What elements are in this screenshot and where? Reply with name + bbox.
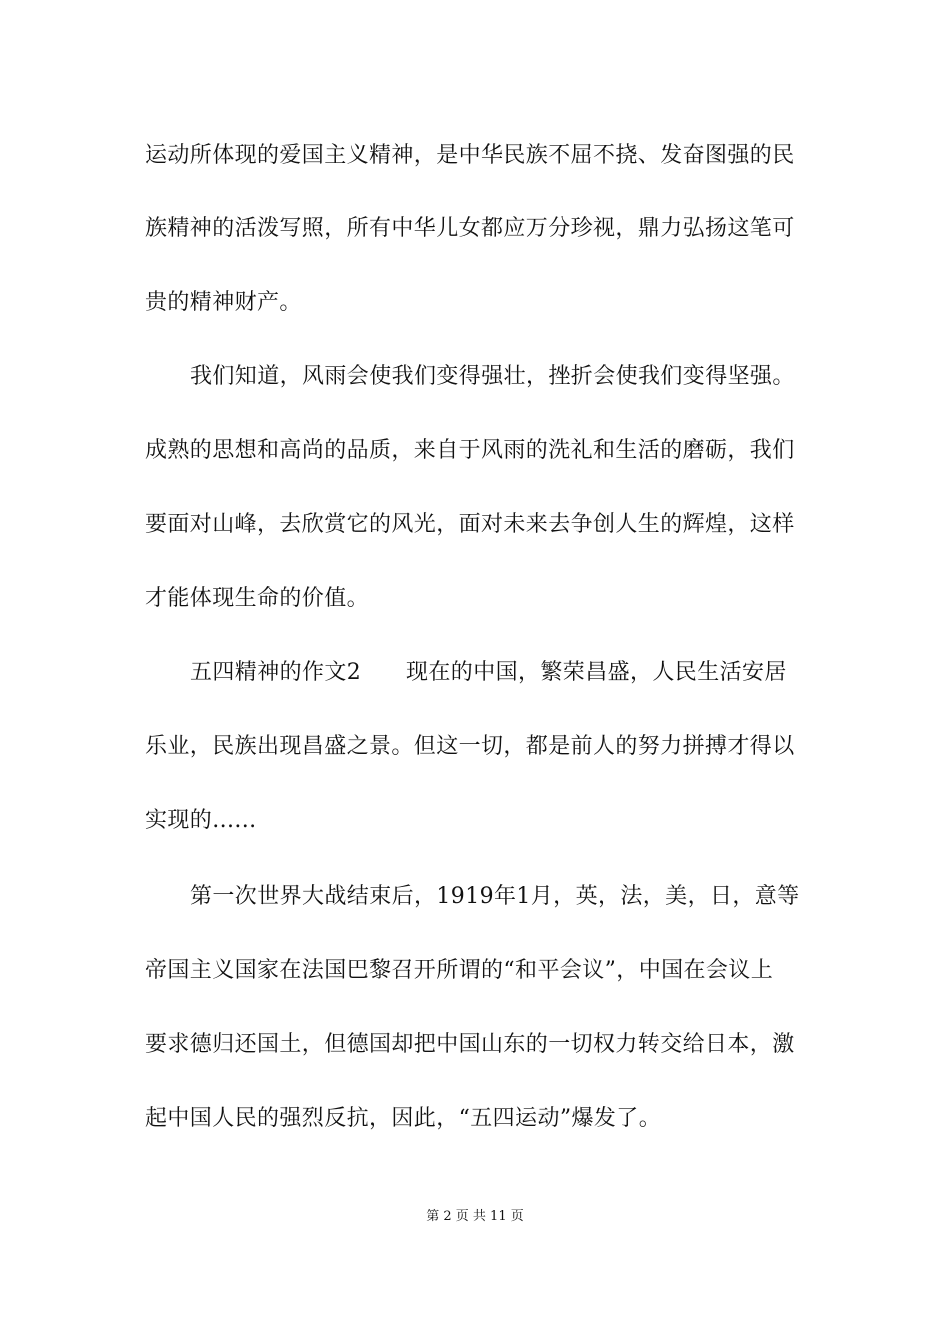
text-line: 才能体现生命的价值。: [145, 586, 370, 611]
text-line: 成熟的思想和高尚的品质，来自于风雨的洗礼和生活的磨砺，我们: [145, 438, 795, 463]
text-line: 运动所体现的爱国主义精神，是中华民族不屈不挠、发奋图强的民: [145, 143, 795, 168]
text-line: 第一次世界大战结束后，1919年1月，英，法，美，日，意等: [190, 884, 800, 909]
text-line: 乐业，民族出现昌盛之景。但这一切，都是前人的努力拼搏才得以: [145, 734, 795, 759]
page-number: 第 2 页 共 11 页: [426, 1209, 524, 1224]
text-line: 要求德归还国土，但德国却把中国山东的一切权力转交给日本，激: [145, 1032, 795, 1057]
text-line: 实现的......: [145, 808, 257, 833]
page-footer: [0, 1208, 950, 1226]
text-line: 起中国人民的强烈反抗，因此，“五四运动”爆发了。: [145, 1106, 662, 1131]
text-line: 我们知道，风雨会使我们变得强壮，挫折会使我们变得坚强。: [190, 364, 795, 389]
text-line: 帝国主义国家在法国巴黎召开所谓的“和平会议”，中国在会议上: [145, 958, 774, 983]
text-line: 族精神的活泼写照，所有中华儿女都应万分珍视，鼎力弘扬这笔可: [145, 216, 795, 241]
text-line: 五四精神的作文2 现在的中国，繁荣昌盛，人民生活安居: [190, 660, 787, 685]
text-line: 要面对山峰，去欣赏它的风光，面对未来去争创人生的辉煌，这样: [145, 512, 795, 537]
text-line: 贵的精神财产。: [145, 290, 302, 315]
